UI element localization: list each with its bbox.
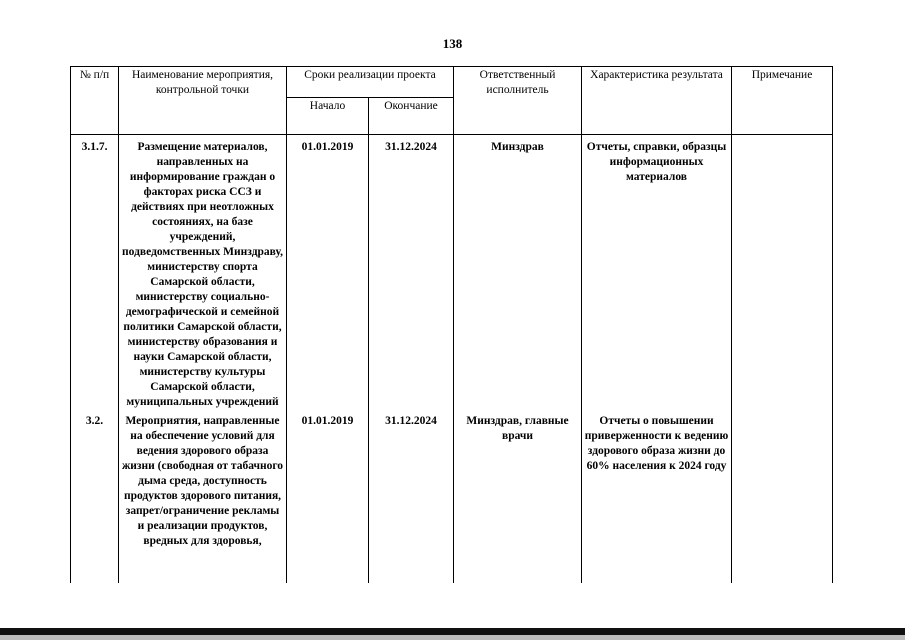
header-dates: Сроки реализации проекта	[287, 67, 454, 98]
row-note	[732, 139, 833, 413]
header-start: Начало	[287, 98, 369, 135]
scan-bottom-edge	[0, 628, 905, 635]
row-responsible: Минздрав, главные врачи	[454, 413, 582, 583]
row-note	[732, 413, 833, 583]
header-num: № п/п	[71, 67, 119, 135]
page-number: 138	[442, 36, 463, 51]
row-result: Отчеты, справки, образцы информационных материалов	[582, 139, 732, 413]
row-result: Отчеты о повышении приверженности к ведению здорового образа жизни до 60% населения к 2024 году	[582, 413, 732, 583]
row-num: 3.1.7.	[71, 139, 119, 413]
header-row-top	[71, 67, 833, 98]
header-name: Наименование мероприятия, контрольной точки	[119, 67, 287, 135]
table-row	[71, 413, 833, 583]
header-end: Окончание	[369, 98, 454, 135]
scan-bottom-shadow	[0, 635, 905, 640]
row-end: 31.12.2024	[369, 139, 454, 413]
header-result: Характеристика результата	[582, 67, 732, 135]
header-note: Примечание	[732, 67, 833, 135]
row-name: Размещение материалов, направленных на информирование граждан о факторах риска ССЗ и действиях при неотложных состояниях, на базе учреждений, подведомственных Минздраву, министерству спорта Самарской области, министерству социально-демографической и семейной политики Самарской области, министерству образования и науки Самарской области, министерству культуры Самарской области, муниципальных учреждений	[119, 139, 287, 413]
row-start: 01.01.2019	[287, 413, 369, 583]
row-num: 3.2.	[71, 413, 119, 583]
row-responsible: Минздрав	[454, 139, 582, 413]
row-end: 31.12.2024	[369, 413, 454, 583]
row-start: 01.01.2019	[287, 139, 369, 413]
plan-table	[70, 66, 833, 583]
header-responsible: Ответственный исполнитель	[454, 67, 582, 135]
row-name: Мероприятия, направленные на обеспечение условий для ведения здорового образа жизни (свободная от табачного дыма среда, доступность продуктов здорового питания, запрет/ограничение рекламы и реализации продуктов, вредных для здоровья,	[119, 413, 287, 583]
table-row	[71, 139, 833, 413]
